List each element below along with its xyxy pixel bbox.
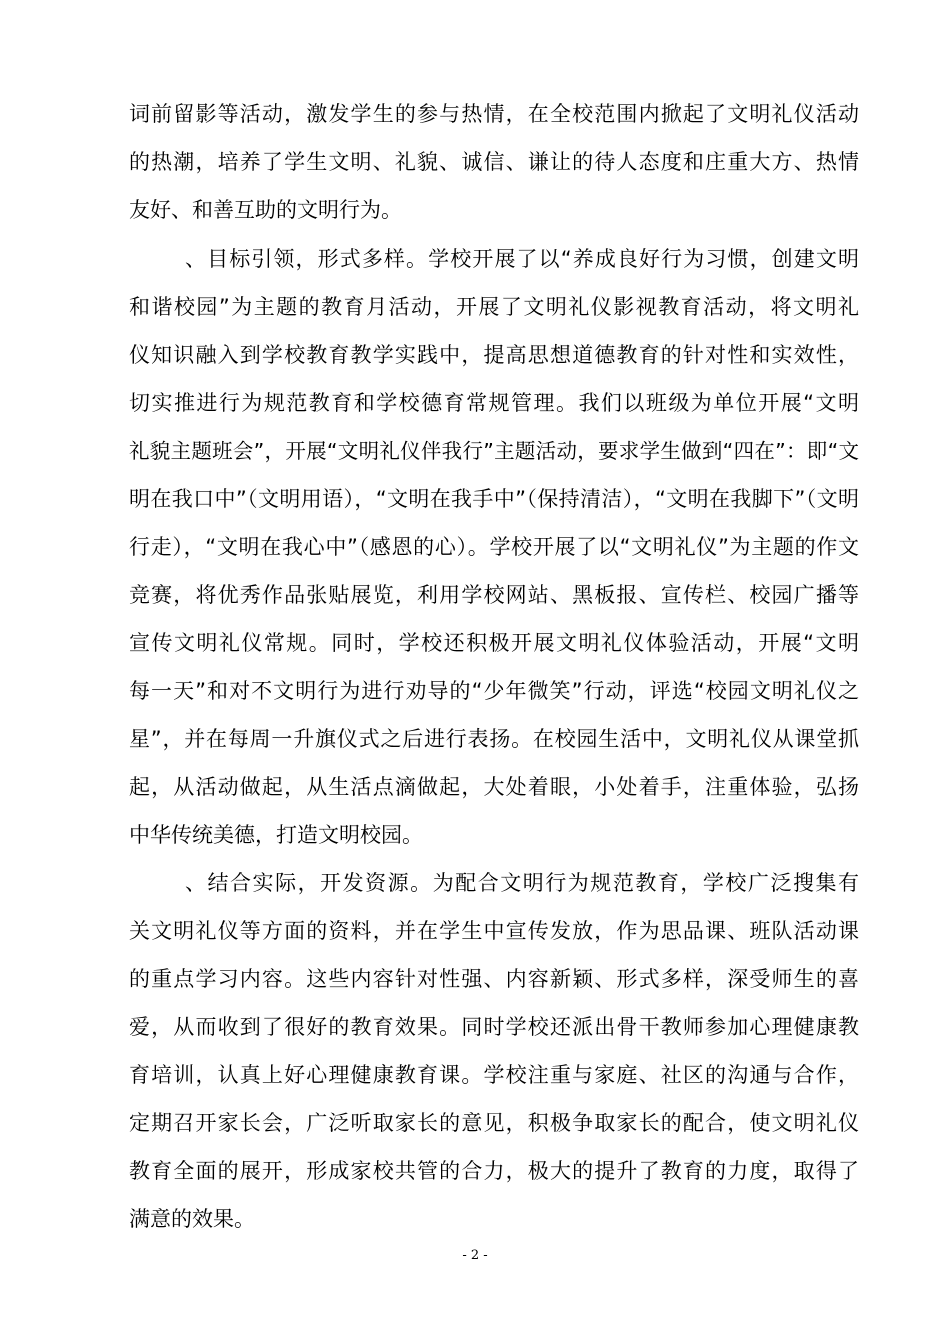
paragraph-2-line-7: 行走），“文明在我心中”（感恩的心）。学校开展了以“文明礼仪”为主题的作文 (129, 535, 859, 559)
paragraph-2-line-4: 切实推进行为规范教育和学校德育常规管理。我们以班级为单位开展“文明 (129, 391, 859, 415)
paragraph-1-line-1: 词前留影等活动，激发学生的参与热情，在全校范围内掀起了文明礼仪活动 (129, 102, 859, 126)
paragraph-2-line-3: 仪知识融入到学校教育教学实践中，提高思想道德教育的针对性和实效性， (129, 343, 859, 367)
paragraph-2-line-12: 起，从活动做起，从生活点滴做起，大处着眼，小处着手，注重体验，弘扬 (129, 775, 859, 799)
paragraph-2-line-1: 、目标引领，形式多样。学校开展了以“养成良好行为习惯，创建文明 (185, 247, 859, 271)
paragraph-1-line-3: 友好、和善互助的文明行为。 (129, 198, 402, 222)
paragraph-2-line-6: 明在我口中”（文明用语），“文明在我手中”（保持清洁），“文明在我脚下”（文明 (129, 487, 859, 511)
paragraph-1-line-2: 的热潮，培养了学生文明、礼貌、诚信、谦让的待人态度和庄重大方、热情 (129, 150, 859, 174)
paragraph-3-line-5: 育培训，认真上好心理健康教育课。学校注重与家庭、社区的沟通与合作， (129, 1063, 859, 1087)
paragraph-2-line-11: 星”，并在每周一升旗仪式之后进行表扬。在校园生活中，文明礼仪从课堂抓 (129, 727, 859, 751)
paragraph-2-line-8: 竞赛，将优秀作品张贴展览，利用学校网站、黑板报、宣传栏、校园广播等 (129, 583, 859, 607)
paragraph-2-line-5: 礼貌主题班会”，开展“文明礼仪伴我行”主题活动，要求学生做到“四在”：即“文 (129, 439, 859, 463)
paragraph-3-line-8: 满意的效果。 (129, 1207, 255, 1231)
paragraph-3-line-1: 、结合实际，开发资源。为配合文明行为规范教育，学校广泛搜集有 (185, 871, 859, 895)
paragraph-3-line-4: 爱，从而收到了很好的教育效果。同时学校还派出骨干教师参加心理健康教 (129, 1015, 859, 1039)
paragraph-2-line-2: 和谐校园”为主题的教育月活动，开展了文明礼仪影视教育活动，将文明礼 (129, 295, 859, 319)
paragraph-2-line-13: 中华传统美德，打造文明校园。 (129, 823, 423, 847)
paragraph-3-line-6: 定期召开家长会，广泛听取家长的意见，积极争取家长的配合，使文明礼仪 (129, 1111, 859, 1135)
paragraph-2-line-9: 宣传文明礼仪常规。同时，学校还积极开展文明礼仪体验活动，开展“文明 (129, 631, 859, 655)
paragraph-3-line-7: 教育全面的展开，形成家校共管的合力，极大的提升了教育的力度，取得了 (129, 1159, 859, 1183)
paragraph-3-line-3: 的重点学习内容。这些内容针对性强、内容新颖、形式多样，深受师生的喜 (129, 967, 859, 991)
paragraph-3-line-2: 关文明礼仪等方面的资料，并在学生中宣传发放，作为思品课、班队活动课 (129, 919, 859, 943)
paragraph-2-line-10: 每一天”和对不文明行为进行劝导的“少年微笑”行动，评选“校园文明礼仪之 (129, 679, 859, 703)
page-number: - 2 - (462, 1248, 488, 1263)
